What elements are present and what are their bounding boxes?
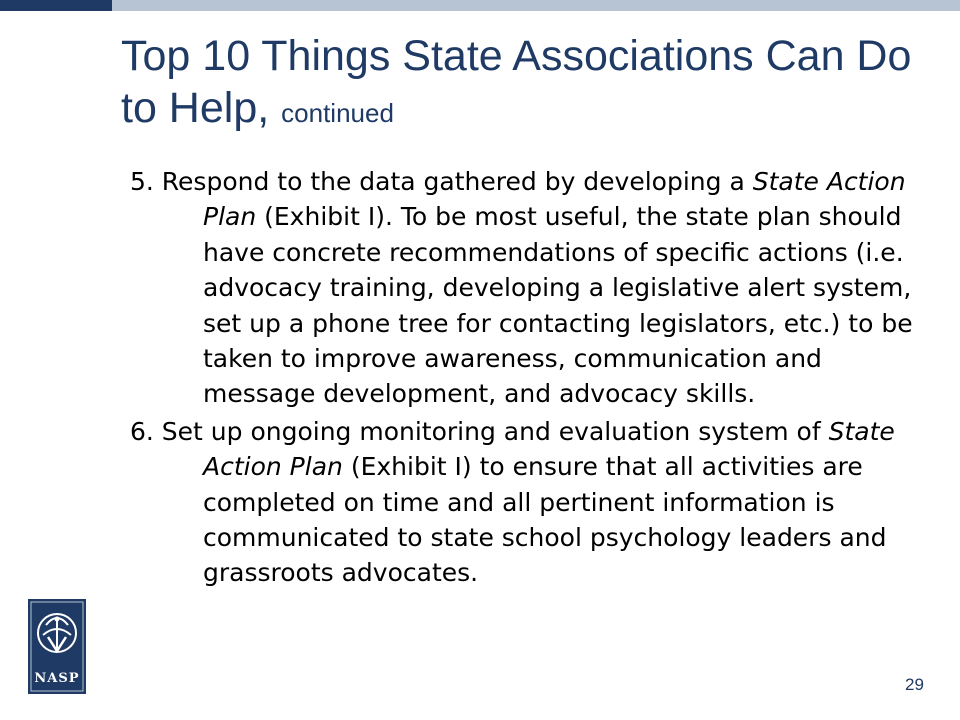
nasp-emblem-icon bbox=[28, 599, 86, 694]
slide-body bbox=[130, 164, 920, 591]
logo-text: NASP bbox=[34, 671, 80, 686]
page-number: 29 bbox=[905, 675, 924, 694]
top-accent-bar-light bbox=[112, 0, 960, 11]
item-6-text-end: (Exhibit I) to ensure that all activities are completed on time and all pertinent information is communicated to state school psychology leaders and grassroots advocates. bbox=[203, 452, 887, 588]
list-item-5 bbox=[130, 164, 920, 412]
item-5-emphasis: State Action Plan bbox=[203, 167, 906, 232]
item-5-text-start: 5. Respond to the data gathered by developing a bbox=[130, 167, 753, 196]
item-6-emphasis: State Action Plan bbox=[203, 416, 895, 482]
item-5-text-end: (Exhibit I). To be most useful, the state plan should have concrete recommendations of specific actions (i.e. advocacy training, developing a legislative alert system, set up a phone tree for contacting legislators, etc.) to be taken to improve awareness, communication and message development, and advocacy skills. bbox=[203, 202, 913, 409]
top-accent-bar-dark bbox=[0, 0, 112, 11]
slide-title bbox=[121, 30, 941, 139]
slide-title-suffix: continued bbox=[281, 98, 394, 128]
nasp-logo bbox=[28, 599, 86, 694]
list-item-6 bbox=[130, 414, 920, 591]
slide-title-main: Top 10 Things State Associations Can Do to Help, bbox=[121, 32, 912, 132]
item-6-text-start: 6. Set up ongoing monitoring and evaluation system of bbox=[130, 416, 829, 446]
